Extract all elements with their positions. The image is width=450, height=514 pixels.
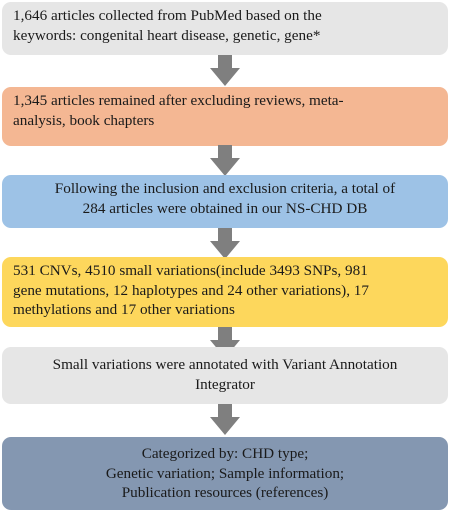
down-arrow-icon	[210, 55, 240, 86]
down-arrow-shape	[210, 145, 240, 176]
step-4-line-3: methylations and 17 other variations	[13, 301, 235, 318]
step-6-box	[2, 437, 448, 510]
step-4-box	[2, 257, 448, 327]
step-6-line-1: Categorized by: CHD type;	[141, 445, 309, 462]
step-1-box	[2, 2, 448, 55]
step-3-box	[2, 175, 448, 228]
down-arrow-icon	[210, 404, 240, 435]
step-2-line-2: analysis, book chapters	[13, 111, 155, 129]
step-6-line-2: Genetic variation; Sample information;	[105, 464, 345, 482]
step-3-line-1: Following the inclusion and exclusion criteria, a total of	[54, 180, 396, 197]
step-4-line-1: 531 CNVs, 4510 small variations(include 3493 SNPs, 981	[13, 262, 368, 279]
step-5-line-1: Small variations were annotated with Variant Annotation	[52, 356, 398, 373]
down-arrow-icon	[210, 228, 240, 259]
down-arrow-shape	[210, 55, 240, 86]
step-1-line-2: keywords: congenital heart disease, genetic, gene*	[13, 26, 321, 44]
down-arrow-icon	[210, 145, 240, 176]
step-4-line-2: gene mutations, 12 haplotypes and 24 other variations), 17	[13, 281, 369, 299]
step-5-line-2: Integrator	[195, 375, 255, 393]
step-6-line-3: Publication resources (references)	[121, 484, 329, 501]
step-1-line-1: 1,646 articles collected from PubMed based on the	[13, 7, 322, 24]
step-5-box	[2, 347, 448, 404]
step-2-box	[2, 87, 448, 146]
step-2-line-1: 1,345 articles remained after excluding reviews, meta-	[13, 92, 344, 109]
step-3-line-2: 284 articles were obtained in our NS-CHD DB	[82, 199, 368, 217]
down-arrow-shape	[210, 404, 240, 435]
down-arrow-shape	[210, 228, 240, 259]
